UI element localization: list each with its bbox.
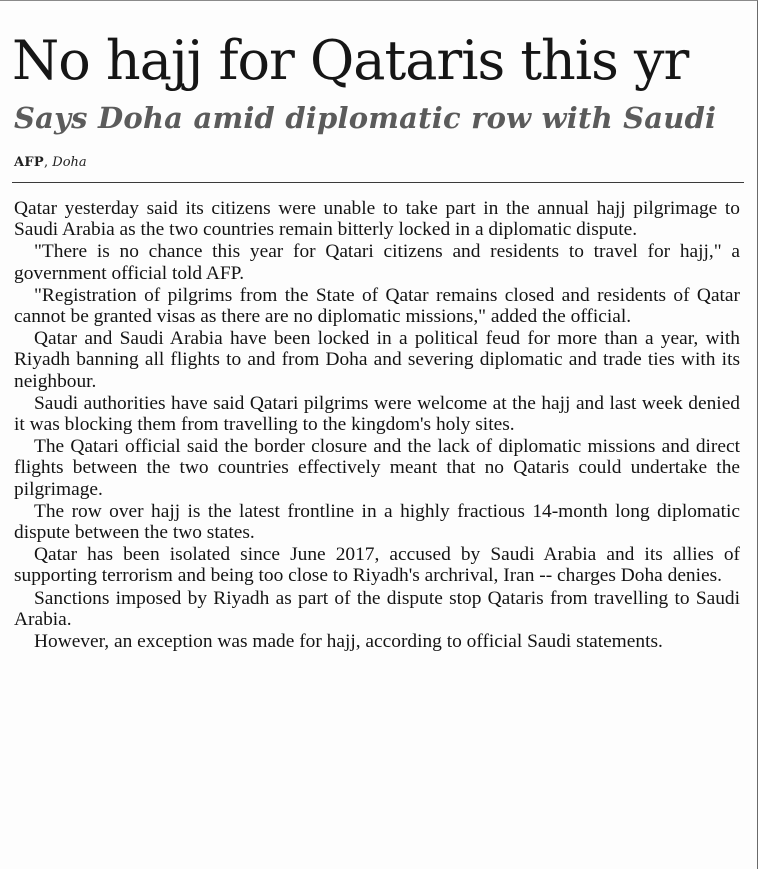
article-paragraph: However, an exception was made for hajj, according to official Saudi statements.: [34, 631, 663, 653]
article-paragraph: The row over hajj is the latest frontline in a highly fractious 14-month long diplomatic dispute between the two states.: [14, 500, 740, 544]
byline: [14, 154, 87, 172]
article-paragraph: "Registration of pilgrims from the State of Qatar remains closed and residents of Qatar cannot be granted visas as there are no diplomatic missions," added the official.: [14, 284, 740, 328]
article-paragraph: The Qatari official said the border closure and the lack of diplomatic missions and direct flights between the two countries effectively meant that no Qataris could undertake the pilgrimage.: [14, 436, 740, 500]
byline-agency: AFP: [14, 155, 44, 170]
byline-location: Doha: [52, 155, 87, 170]
subheadline: Says Doha amid diplomatic row with Saudi: [14, 101, 717, 135]
article-paragraph: Qatar has been isolated since June 2017, accused by Saudi Arabia and its allies of supporting terrorism and being too close to Riyadh's archrival, Iran -- charges Doha denies.: [14, 544, 740, 587]
article-paragraph: Sanctions imposed by Riyadh as part of the dispute stop Qataris from travelling to Saudi Arabia.: [14, 587, 740, 630]
article-body: [14, 198, 740, 653]
article-paragraph: Qatar yesterday said its citizens were unable to take part in the annual hajj pilgrimage to Saudi Arabia as the two countries remain bitterly locked in a diplomatic dispute.: [14, 198, 740, 241]
article-paragraph: Saudi authorities have said Qatari pilgrims were welcome at the hajj and last week denied it was blocking them from travelling to the kingdom's holy sites.: [14, 392, 740, 436]
headline: No hajj for Qataris this yr: [12, 29, 689, 92]
article-paragraph: Qatar and Saudi Arabia have been locked in a political feud for more than a year, with Riyadh banning all flights to and from Doha and severing diplomatic and trade ties with its neighbour.: [14, 328, 740, 392]
header-divider: [12, 182, 744, 183]
byline-separator: ,: [44, 155, 53, 170]
article-paragraph: "There is no chance this year for Qatari citizens and residents to travel for hajj," a government official told AFP.: [14, 241, 740, 284]
